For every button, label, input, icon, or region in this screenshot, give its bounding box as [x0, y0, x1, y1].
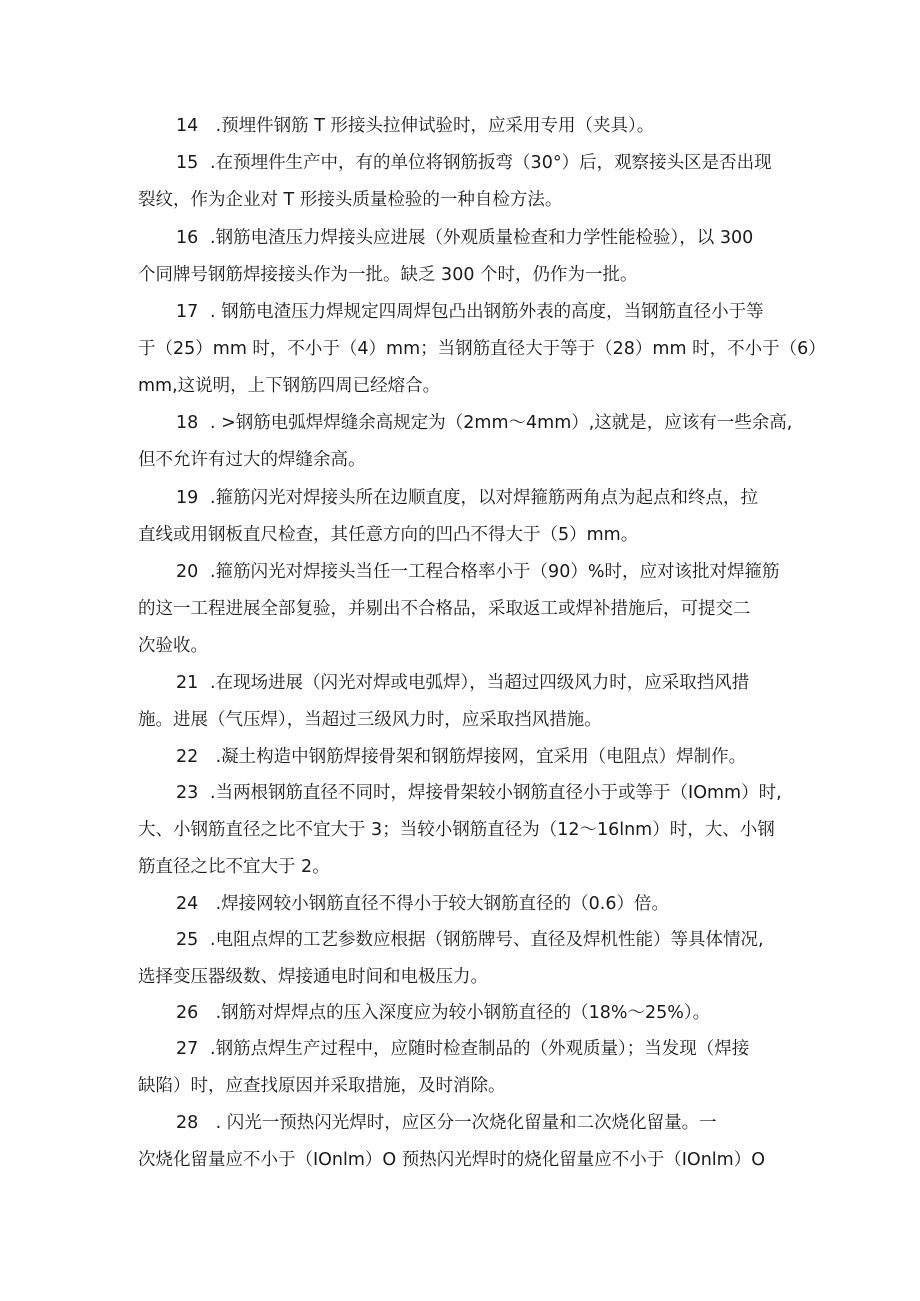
item-line-continued: 直线或用钢板直尺检查，其任意方向的凹凸不得大于（5）mm。 [138, 525, 639, 545]
item-text: .箍筋闪光对焊接头所在边顺直度，以对焊箍筋两角点为起点和终点，拉 [210, 488, 759, 508]
item-line-continued: 次验收。 [138, 636, 208, 656]
item-number: 15 [176, 153, 199, 173]
item-number: 16 [176, 228, 199, 248]
item-number: 27 [176, 1039, 199, 1059]
item-line [138, 405, 793, 442]
list-item-28 [138, 1105, 786, 1179]
item-text: .电阻点焊的工艺参数应根据（钢筋牌号、直径及焊机性能）等具体情况, [210, 930, 764, 950]
list-item-16 [138, 220, 786, 294]
item-line-continued: 缺陷）时，应查找原因并采取措施，及时消除。 [138, 1076, 506, 1096]
item-line [138, 480, 786, 517]
item-number: 23 [176, 783, 199, 803]
item-line [138, 665, 786, 702]
list-item-23 [138, 775, 786, 886]
item-text: . 闪光一预热闪光焊时，应区分一次烧化留量和二次烧化留量。一 [210, 1113, 717, 1133]
item-line [138, 922, 786, 959]
list-item-20 [138, 554, 786, 665]
item-number: 14 [176, 116, 199, 136]
item-line [138, 1031, 786, 1068]
list-item-14 [138, 108, 786, 145]
item-line-continued: 但不允许有过大的焊缝余高。 [138, 450, 366, 470]
item-number: 25 [176, 930, 199, 950]
item-number: 28 [176, 1113, 199, 1133]
item-line [138, 108, 786, 145]
item-text: .在现场进展（闪光对焊或电弧焊），当超过四级风力时，应采取挡风措 [210, 673, 750, 693]
item-line-continued: 施。进展（气压焊），当超过三级风力时，应采取挡风措施。 [138, 710, 602, 730]
item-line-continued: 次烧化留量应不小于（IOnlm）O 预热闪光焊时的烧化留量应不小于（IOnlm）O [138, 1150, 765, 1170]
item-line [138, 995, 786, 1032]
list-item-25 [138, 922, 786, 996]
item-line [138, 886, 786, 923]
item-line [138, 739, 786, 776]
item-text: . >钢筋电弧焊焊缝余高规定为（2mm～4mm）,这就是，应该有一些余高, [210, 413, 793, 433]
item-text: .钢筋点焊生产过程中，应随时检查制品的（外观质量）；当发现（焊接 [210, 1039, 750, 1059]
item-number: 21 [176, 673, 199, 693]
item-text: .箍筋闪光对焊接头当任一工程合格率小于（90）%时，应对该批对焊箍筋 [210, 562, 780, 582]
item-line-continued: 大、小钢筋直径之比不宜大于 3；当较小钢筋直径为（12～16lnm）时，大、小钢 [138, 820, 775, 840]
item-number: 18 [176, 413, 199, 433]
list-item-22 [138, 739, 786, 776]
item-number: 22 [176, 747, 199, 767]
item-line-continued: 裂纹，作为企业对 T 形接头质量检验的一种自检方法。 [138, 190, 563, 210]
item-text: . 钢筋电渣压力焊规定四周焊包凸出钢筋外表的高度，当钢筋直径小于等 [210, 302, 764, 322]
item-line-continued: mm,这说明，上下钢筋四周已经熔合。 [138, 376, 441, 396]
item-text: .当两根钢筋直径不同时，焊接骨架较小钢筋直径小于或等于（IOmm）时, [210, 783, 782, 803]
item-line [138, 1105, 786, 1142]
item-line-continued: 个同牌号钢筋焊接接头作为一批。缺乏 300 个时，仍作为一批。 [138, 265, 638, 285]
item-text: .焊接网较小钢筋直径不得小于较大钢筋直径的（0.6）倍。 [210, 894, 669, 914]
item-text: .钢筋电渣压力焊接头应进展（外观质量检查和力学性能检验），以 300 [210, 228, 754, 248]
item-line-continued: 于（25）mm 时，不小于（4）mm；当钢筋直径大于等于（28）mm 时，不小于（6） [138, 339, 826, 359]
list-item-15 [138, 145, 786, 219]
list-item-18 [138, 405, 793, 479]
item-line [138, 220, 786, 257]
list-item-21 [138, 665, 786, 739]
item-number: 24 [176, 894, 199, 914]
item-number: 20 [176, 562, 199, 582]
item-line-continued: 筋直径之比不宜大于 2。 [138, 857, 330, 877]
item-text: .凝土构造中钢筋焊接骨架和钢筋焊接网，宜采用（电阻点）焊制作。 [210, 747, 747, 767]
item-text: .在预埋件生产中，有的单位将钢筋扳弯（30°）后，观察接头区是否出现 [210, 153, 772, 173]
item-line [138, 554, 786, 591]
item-number: 26 [176, 1003, 199, 1023]
item-text: .预埋件钢筋 T 形接头拉伸试验时，应采用专用（夹具）。 [210, 116, 655, 136]
list-item-26 [138, 995, 786, 1032]
item-number: 19 [176, 488, 199, 508]
item-number: 17 [176, 302, 199, 322]
list-item-27 [138, 1031, 786, 1105]
item-line [138, 145, 786, 182]
item-text: .钢筋对焊焊点的压入深度应为较小钢筋直径的（18%～25%）。 [210, 1003, 711, 1023]
list-item-19 [138, 480, 786, 554]
item-line-continued: 选择变压器级数、焊接通电时间和电极压力。 [138, 967, 488, 987]
list-item-17 [138, 294, 826, 405]
list-item-24 [138, 886, 786, 923]
item-line-continued: 的这一工程进展全部复验，并剔出不合格品，采取返工或焊补措施后，可提交二 [138, 599, 751, 619]
item-line [138, 775, 786, 812]
item-line [138, 294, 786, 331]
